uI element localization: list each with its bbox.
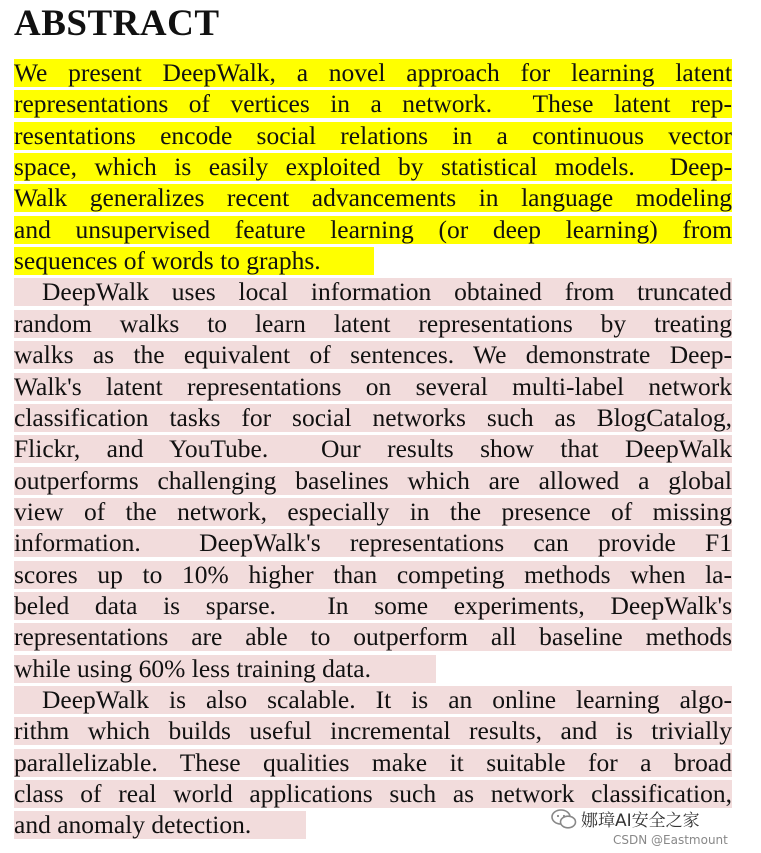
line-text: rithm which builds useful incremental results, and is trivially [14,716,732,746]
text-line [14,434,732,463]
line-text: DeepWalk uses local information obtained from truncated [42,277,732,307]
section-heading: ABSTRACT [14,3,220,44]
line-text: random walks to learn latent representations by treating [14,308,732,338]
text-line [14,810,306,839]
line-text: view of the network, especially in the presence of missing [14,496,732,526]
text-line [14,89,732,118]
line-text: while using 60% less training data. [14,653,371,683]
text-line [14,779,732,808]
text-line [14,528,732,557]
text-line [14,246,374,275]
text-line [14,121,732,150]
text-line [14,497,732,526]
line-text: class of real world applications such as network classification, [14,779,732,809]
text-line [14,277,732,306]
line-text: Flickr, and YouTube. Our results show that DeepWalk [14,434,732,464]
text-line [14,183,732,212]
text-line [14,654,436,683]
line-text: Walk generalizes recent advancements in language modeling [14,183,732,213]
line-text: information. DeepWalk's representations can provide F1 [14,528,732,558]
line-text: sequences of words to graphs. [14,246,321,276]
line-text: We present DeepWalk, a novel approach for learning latent [14,58,732,87]
text-line [14,340,732,369]
line-text: DeepWalk is also scalable. It is an online learning algo- [42,685,732,714]
line-text: walks as the equivalent of sentences. We demonstrate Deep- [14,340,732,370]
watermark-source: CSDN @Eastmount [613,833,728,847]
line-text: classification tasks for social networks such as BlogCatalog, [14,402,732,432]
line-text: beled data is sparse. In some experiments, DeepWalk's [14,590,732,620]
line-text: representations of vertices in a network. These latent rep- [14,89,732,119]
text-line [14,466,732,495]
watermark-title: 娜璋AI安全之家 [581,811,700,831]
line-text: space, which is easily exploited by statistical models. Deep- [14,152,732,182]
text-line [14,309,732,338]
watermark [551,806,741,847]
text-line [14,591,732,620]
text-line [14,622,732,651]
line-text: Walk's latent representations on several multi-label network [14,371,732,401]
line-text: scores up to 10% higher than competing methods when la- [14,559,732,589]
line-text: parallelizable. These qualities make it suitable for a broad [14,747,732,777]
text-line [14,58,732,87]
text-line [14,560,732,589]
line-text: and unsupervised feature learning (or deep learning) from [14,214,732,244]
text-line [14,372,732,401]
text-line [14,403,732,432]
text-line [14,748,732,777]
text-line [14,716,732,745]
line-text: resentations encode social relations in a continuous vector [14,120,732,150]
text-line [14,215,732,244]
line-text: representations are able to outperform all baseline methods [14,622,732,652]
line-text: outperforms challenging baselines which are allowed a global [14,465,732,495]
line-text: and anomaly detection. [14,810,252,840]
wechat-icon [551,809,577,829]
text-line [14,685,732,714]
text-line [14,152,732,181]
